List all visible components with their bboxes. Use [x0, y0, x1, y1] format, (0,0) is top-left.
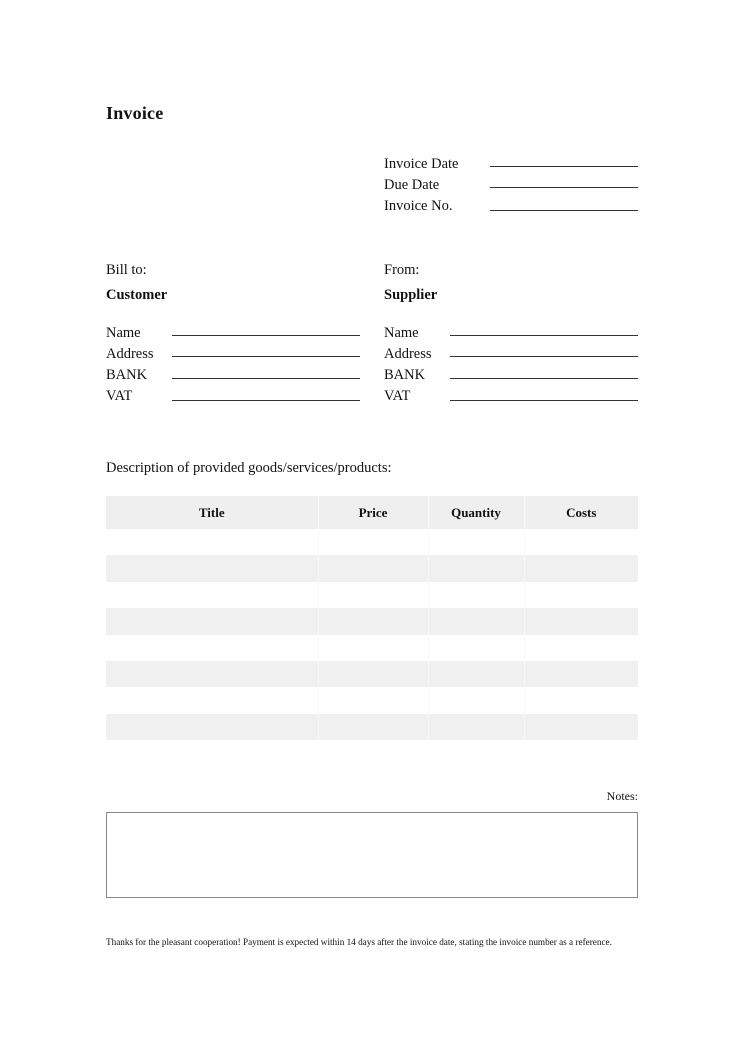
footer-note: Thanks for the pleasant cooperation! Payment is expected within 14 days after the invoice date, stating the invoice number as a reference.: [106, 937, 612, 947]
invoice-date-field[interactable]: [490, 166, 638, 167]
cell-title[interactable]: [106, 661, 318, 687]
table-row: [106, 661, 638, 687]
customer-address-label: Address: [106, 346, 154, 362]
customer-vat-label: VAT: [106, 388, 133, 404]
cell-quantity[interactable]: [428, 582, 524, 608]
supplier-label: Supplier: [384, 287, 438, 303]
cell-title[interactable]: [106, 529, 318, 555]
cell-costs[interactable]: [524, 608, 638, 634]
supplier-vat-label: VAT: [384, 388, 411, 404]
cell-title[interactable]: [106, 555, 318, 581]
items-table: [106, 496, 638, 740]
customer-bank-field[interactable]: [172, 378, 360, 379]
notes-box[interactable]: [106, 812, 638, 898]
notes-label: Notes:: [606, 789, 638, 803]
cell-title[interactable]: [106, 687, 318, 713]
table-header-row: [106, 496, 638, 529]
table-row: [106, 608, 638, 634]
table-row: [106, 555, 638, 581]
cell-quantity[interactable]: [428, 555, 524, 581]
cell-price[interactable]: [318, 714, 428, 740]
cell-title[interactable]: [106, 582, 318, 608]
due-date-field[interactable]: [490, 187, 638, 188]
cell-price[interactable]: [318, 635, 428, 661]
cell-costs[interactable]: [524, 714, 638, 740]
customer-vat-field[interactable]: [172, 400, 360, 401]
cell-costs[interactable]: [524, 687, 638, 713]
supplier-name-label: Name: [384, 325, 419, 341]
cell-quantity[interactable]: [428, 714, 524, 740]
table-row: [106, 635, 638, 661]
supplier-name-field[interactable]: [450, 335, 638, 336]
table-row: [106, 714, 638, 740]
customer-name-label: Name: [106, 325, 141, 341]
customer-label: Customer: [106, 287, 168, 303]
cell-costs[interactable]: [524, 555, 638, 581]
customer-name-field[interactable]: [172, 335, 360, 336]
cell-title[interactable]: [106, 714, 318, 740]
column-costs: Costs: [524, 496, 638, 529]
invoice-no-label: Invoice No.: [384, 198, 453, 214]
supplier-bank-field[interactable]: [450, 378, 638, 379]
bill-to-heading: Bill to:: [106, 262, 147, 278]
invoice-title: Invoice: [106, 103, 164, 123]
cell-quantity[interactable]: [428, 608, 524, 634]
column-price: Price: [318, 496, 428, 529]
cell-quantity[interactable]: [428, 635, 524, 661]
cell-costs[interactable]: [524, 582, 638, 608]
cell-price[interactable]: [318, 529, 428, 555]
supplier-address-field[interactable]: [450, 356, 638, 357]
cell-price[interactable]: [318, 661, 428, 687]
invoice-no-field[interactable]: [490, 210, 638, 211]
customer-bank-label: BANK: [106, 367, 148, 383]
supplier-vat-field[interactable]: [450, 400, 638, 401]
cell-title[interactable]: [106, 635, 318, 661]
table-row: [106, 529, 638, 555]
cell-price[interactable]: [318, 608, 428, 634]
supplier-address-label: Address: [384, 346, 432, 362]
table-row: [106, 687, 638, 713]
cell-quantity[interactable]: [428, 687, 524, 713]
cell-price[interactable]: [318, 687, 428, 713]
cell-price[interactable]: [318, 582, 428, 608]
cell-costs[interactable]: [524, 661, 638, 687]
invoice-date-label: Invoice Date: [384, 156, 459, 172]
due-date-label: Due Date: [384, 177, 440, 193]
cell-quantity[interactable]: [428, 529, 524, 555]
cell-title[interactable]: [106, 608, 318, 634]
from-heading: From:: [384, 262, 420, 278]
cell-price[interactable]: [318, 555, 428, 581]
supplier-bank-label: BANK: [384, 367, 426, 383]
table-row: [106, 582, 638, 608]
cell-costs[interactable]: [524, 635, 638, 661]
customer-address-field[interactable]: [172, 356, 360, 357]
description-label: Description of provided goods/services/products:: [106, 460, 392, 476]
cell-quantity[interactable]: [428, 661, 524, 687]
column-title: Title: [106, 496, 318, 529]
cell-costs[interactable]: [524, 529, 638, 555]
column-quantity: Quantity: [428, 496, 524, 529]
